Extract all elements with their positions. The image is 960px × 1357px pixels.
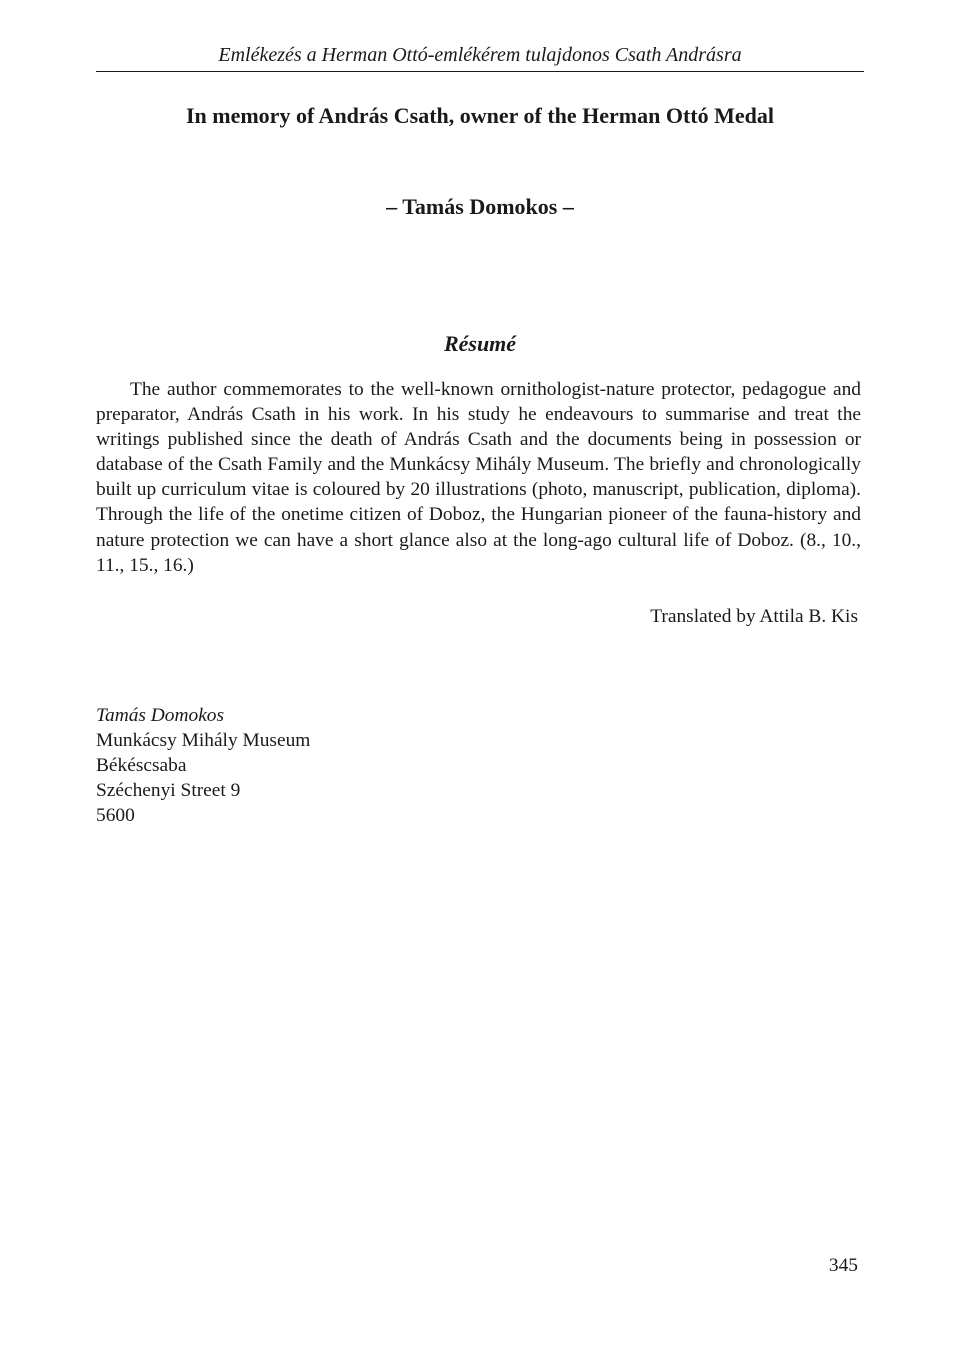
header-rule: [96, 71, 864, 72]
article-title: In memory of András Csath, owner of the Herman Ottó Medal: [185, 103, 775, 128]
running-header: Emlékezés a Herman Ottó-emlékérem tulajdonos Csath Andrásra: [218, 44, 742, 66]
resume-heading: Résumé: [443, 331, 517, 356]
address-city: Békéscsaba: [96, 755, 187, 776]
address-street: Széchenyi Street 9: [96, 780, 241, 801]
translator-credit: Translated by Attila B. Kis: [650, 606, 858, 627]
author-address: [96, 703, 310, 828]
address-name: Tamás Domokos: [96, 705, 225, 726]
abstract-paragraph: The author commemorates to the well-known ornithologist-nature protector, pedagogue and preparator, András Csath in his work. In his study he endeavours to summarise and treat the writings published since the death of András Csath and the documents being in possession or database of the Csath Family and the Munkácsy Mihály Museum. The briefly and chronologically built up curriculum vitae is coloured by 20 illustrations (photo, manuscript, publication, diploma). Through the life of the onetime citizen of Doboz, the Hungarian pioneer of the fauna-history and nature protection we can have a short glance also at the long-ago cultural life of Doboz. (8., 10., 11., 15., 16.): [96, 379, 861, 576]
author-line: – Tamás Domokos –: [386, 194, 574, 219]
address-institution: Munkácsy Mihály Museum: [96, 730, 311, 751]
page-number: 345: [828, 1255, 858, 1276]
address-postcode: 5600: [96, 805, 135, 826]
